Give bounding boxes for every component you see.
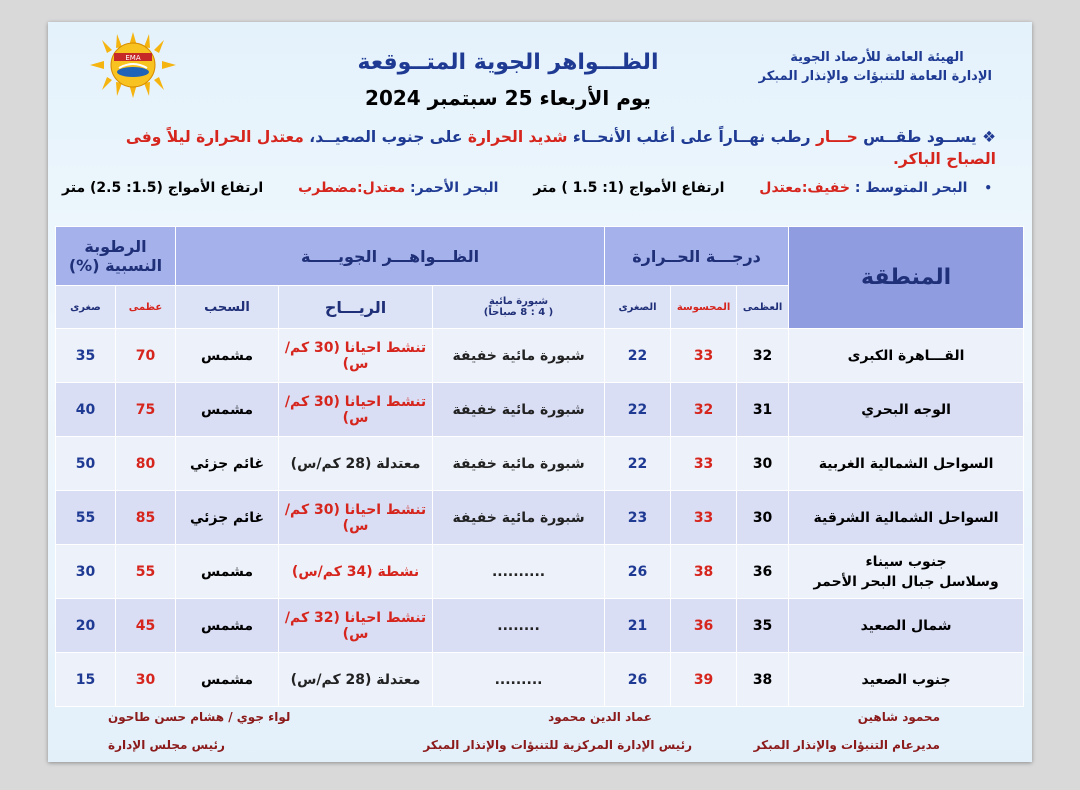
summary-text-5: على جنوب الصعيــد، <box>303 128 468 146</box>
humidity-max-cell: 80 <box>116 437 176 491</box>
tmax-cell: 31 <box>737 383 789 437</box>
page-title: الظـــواهر الجوية المتــوقعة <box>357 50 659 75</box>
signature-forecast-director-title: مديرعام التنبؤات والإنذار المبكر <box>753 738 940 752</box>
wind-cell: تنشط احيانا (30 كم/س) <box>279 383 433 437</box>
signature-chairman-title: رئيس مجلس الإدارة <box>108 738 225 752</box>
table-row <box>56 437 1024 491</box>
humidity-min-header: صغرى <box>56 286 116 329</box>
fog-header-label: شبورة مائية <box>488 296 549 307</box>
red-sea-waves: ارتفاع الأمواج (1.5: 2.5) متر <box>62 180 264 196</box>
tfeel-cell: 38 <box>671 545 737 599</box>
weather-summary <box>76 126 996 170</box>
humidity-header: الرطوبة النسبية (%) <box>56 227 176 286</box>
tmax-cell: 36 <box>737 545 789 599</box>
bullet-icon: • <box>984 181 992 195</box>
summary-text-1: يســود طقــس <box>857 128 977 146</box>
humidity-max-cell: 85 <box>116 491 176 545</box>
humidity-max-cell: 70 <box>116 329 176 383</box>
tmax-cell: 32 <box>737 329 789 383</box>
tfeel-cell: 33 <box>671 491 737 545</box>
wind-cell: تنشط احيانا (32 كم/س) <box>279 599 433 653</box>
table-row <box>56 383 1024 437</box>
signature-central-director: عماد الدين محمود <box>548 710 652 724</box>
fog-cell: .......... <box>433 545 605 599</box>
tmin-header: الصغرى <box>605 286 671 329</box>
region-cell: شمال الصعيد <box>789 599 1024 653</box>
region-cell: القـــاهرة الكبرى <box>789 329 1024 383</box>
tmax-cell: 30 <box>737 491 789 545</box>
tfeel-cell: 39 <box>671 653 737 707</box>
fog-cell: ......... <box>433 653 605 707</box>
tmax-cell: 30 <box>737 437 789 491</box>
signature-chairman: لواء جوي / هشام حسن طاحون <box>108 710 291 724</box>
wind-cell: تنشط احيانا (30 كم/س) <box>279 491 433 545</box>
wind-cell: نشطة (34 كم/س) <box>279 545 433 599</box>
tfeel-header: المحسوسة <box>671 286 737 329</box>
fog-cell: شبورة مائية خفيفة <box>433 383 605 437</box>
mediterranean-label: البحر المتوسط : <box>849 180 968 196</box>
humidity-min-cell: 20 <box>56 599 116 653</box>
forecast-table <box>55 226 1024 707</box>
red-sea-label: البحر الأحمر: <box>405 180 499 196</box>
tmax-header: العظمى <box>737 286 789 329</box>
tmin-cell: 21 <box>605 599 671 653</box>
red-sea-condition: معتدل:مضطرب <box>298 180 406 196</box>
tfeel-cell: 33 <box>671 329 737 383</box>
humidity-min-cell: 55 <box>56 491 116 545</box>
wind-cell: تنشط احيانا (30 كم/س) <box>279 329 433 383</box>
summary-text-2: حـــار <box>815 128 858 146</box>
tmax-cell: 35 <box>737 599 789 653</box>
humidity-min-cell: 40 <box>56 383 116 437</box>
tmin-cell: 22 <box>605 437 671 491</box>
region-cell: الوجه البحري <box>789 383 1024 437</box>
summary-text-6: معتدل الحرارة ليلاً وفى الصباح الباكر. <box>125 128 996 168</box>
fog-cell: شبورة مائية خفيفة <box>433 491 605 545</box>
table-row <box>56 329 1024 383</box>
humidity-min-cell: 30 <box>56 545 116 599</box>
forecast-date: يوم الأربعاء 25 سبتمبر 2024 <box>365 86 651 110</box>
fog-header <box>433 286 605 329</box>
fog-cell: شبورة مائية خفيفة <box>433 437 605 491</box>
humidity-min-cell: 50 <box>56 437 116 491</box>
tfeel-cell: 36 <box>671 599 737 653</box>
table-row <box>56 545 1024 599</box>
forecast-sheet <box>48 22 1032 762</box>
cloud-cell: غائم جزئي <box>176 437 279 491</box>
humidity-min-cell: 35 <box>56 329 116 383</box>
mediterranean-state <box>759 180 992 196</box>
summary-text-3: رطب نهــاراً على أغلب الأنحــاء <box>567 128 816 146</box>
cloud-header: السحب <box>176 286 279 329</box>
ema-logo-icon <box>90 32 176 98</box>
cloud-cell: مشمس <box>176 329 279 383</box>
region-cell: جنوب سيناء وسلاسل جبال البحر الأحمر <box>789 545 1024 599</box>
fog-cell: شبورة مائية خفيفة <box>433 329 605 383</box>
phenomena-header: الظـــواهـــر الجويـــــة <box>176 227 605 286</box>
humidity-max-cell: 45 <box>116 599 176 653</box>
tfeel-cell: 32 <box>671 383 737 437</box>
humidity-max-cell: 75 <box>116 383 176 437</box>
region-header: المنطقة <box>789 227 1024 329</box>
cloud-cell: غائم جزئي <box>176 491 279 545</box>
fog-cell: ........ <box>433 599 605 653</box>
table-row <box>56 491 1024 545</box>
tmin-cell: 22 <box>605 329 671 383</box>
region-cell: السواحل الشمالية الغربية <box>789 437 1024 491</box>
humidity-max-header: عظمى <box>116 286 176 329</box>
organization-name <box>758 48 992 86</box>
table-row <box>56 653 1024 707</box>
org-line-2: الإدارة العامة للتنبؤات والإنذار المبكر <box>758 69 992 84</box>
table-row <box>56 599 1024 653</box>
svg-text:EMA: EMA <box>125 54 141 62</box>
mediterranean-condition: خفيف:معتدل <box>759 180 850 196</box>
tfeel-cell: 33 <box>671 437 737 491</box>
humidity-min-cell: 15 <box>56 653 116 707</box>
tmin-cell: 23 <box>605 491 671 545</box>
star-bullet-icon: ❖ <box>982 128 996 146</box>
signature-central-director-title: رئيس الإدارة المركزية للتنبؤات والإنذار المبكر <box>423 738 692 752</box>
cloud-cell: مشمس <box>176 545 279 599</box>
cloud-cell: مشمس <box>176 653 279 707</box>
tmin-cell: 26 <box>605 653 671 707</box>
forecast-rows <box>56 329 1024 707</box>
humidity-max-cell: 55 <box>116 545 176 599</box>
org-line-1: الهيئة العامة للأرصاد الجوية <box>790 50 964 65</box>
sea-state-line <box>62 180 992 196</box>
region-cell: السواحل الشمالية الشرقية <box>789 491 1024 545</box>
temperature-header: درجـــة الحــرارة <box>605 227 789 286</box>
wind-cell: معتدلة (28 كم/س) <box>279 653 433 707</box>
tmin-cell: 26 <box>605 545 671 599</box>
mediterranean-waves: ارتفاع الأمواج (1: 1.5 ) متر <box>533 180 725 196</box>
tmax-cell: 38 <box>737 653 789 707</box>
humidity-max-cell: 30 <box>116 653 176 707</box>
wind-cell: معتدلة (28 كم/س) <box>279 437 433 491</box>
red-sea-state <box>298 180 498 196</box>
cloud-cell: مشمس <box>176 599 279 653</box>
tmin-cell: 22 <box>605 383 671 437</box>
signature-forecast-director: محمود شاهين <box>857 710 940 724</box>
wind-header: الريـــاح <box>279 286 433 329</box>
fog-header-time: ( 4 : 8 صباحاً) <box>483 307 554 318</box>
region-cell: جنوب الصعيد <box>789 653 1024 707</box>
summary-text-4: شديد الحرارة <box>467 128 568 146</box>
cloud-cell: مشمس <box>176 383 279 437</box>
